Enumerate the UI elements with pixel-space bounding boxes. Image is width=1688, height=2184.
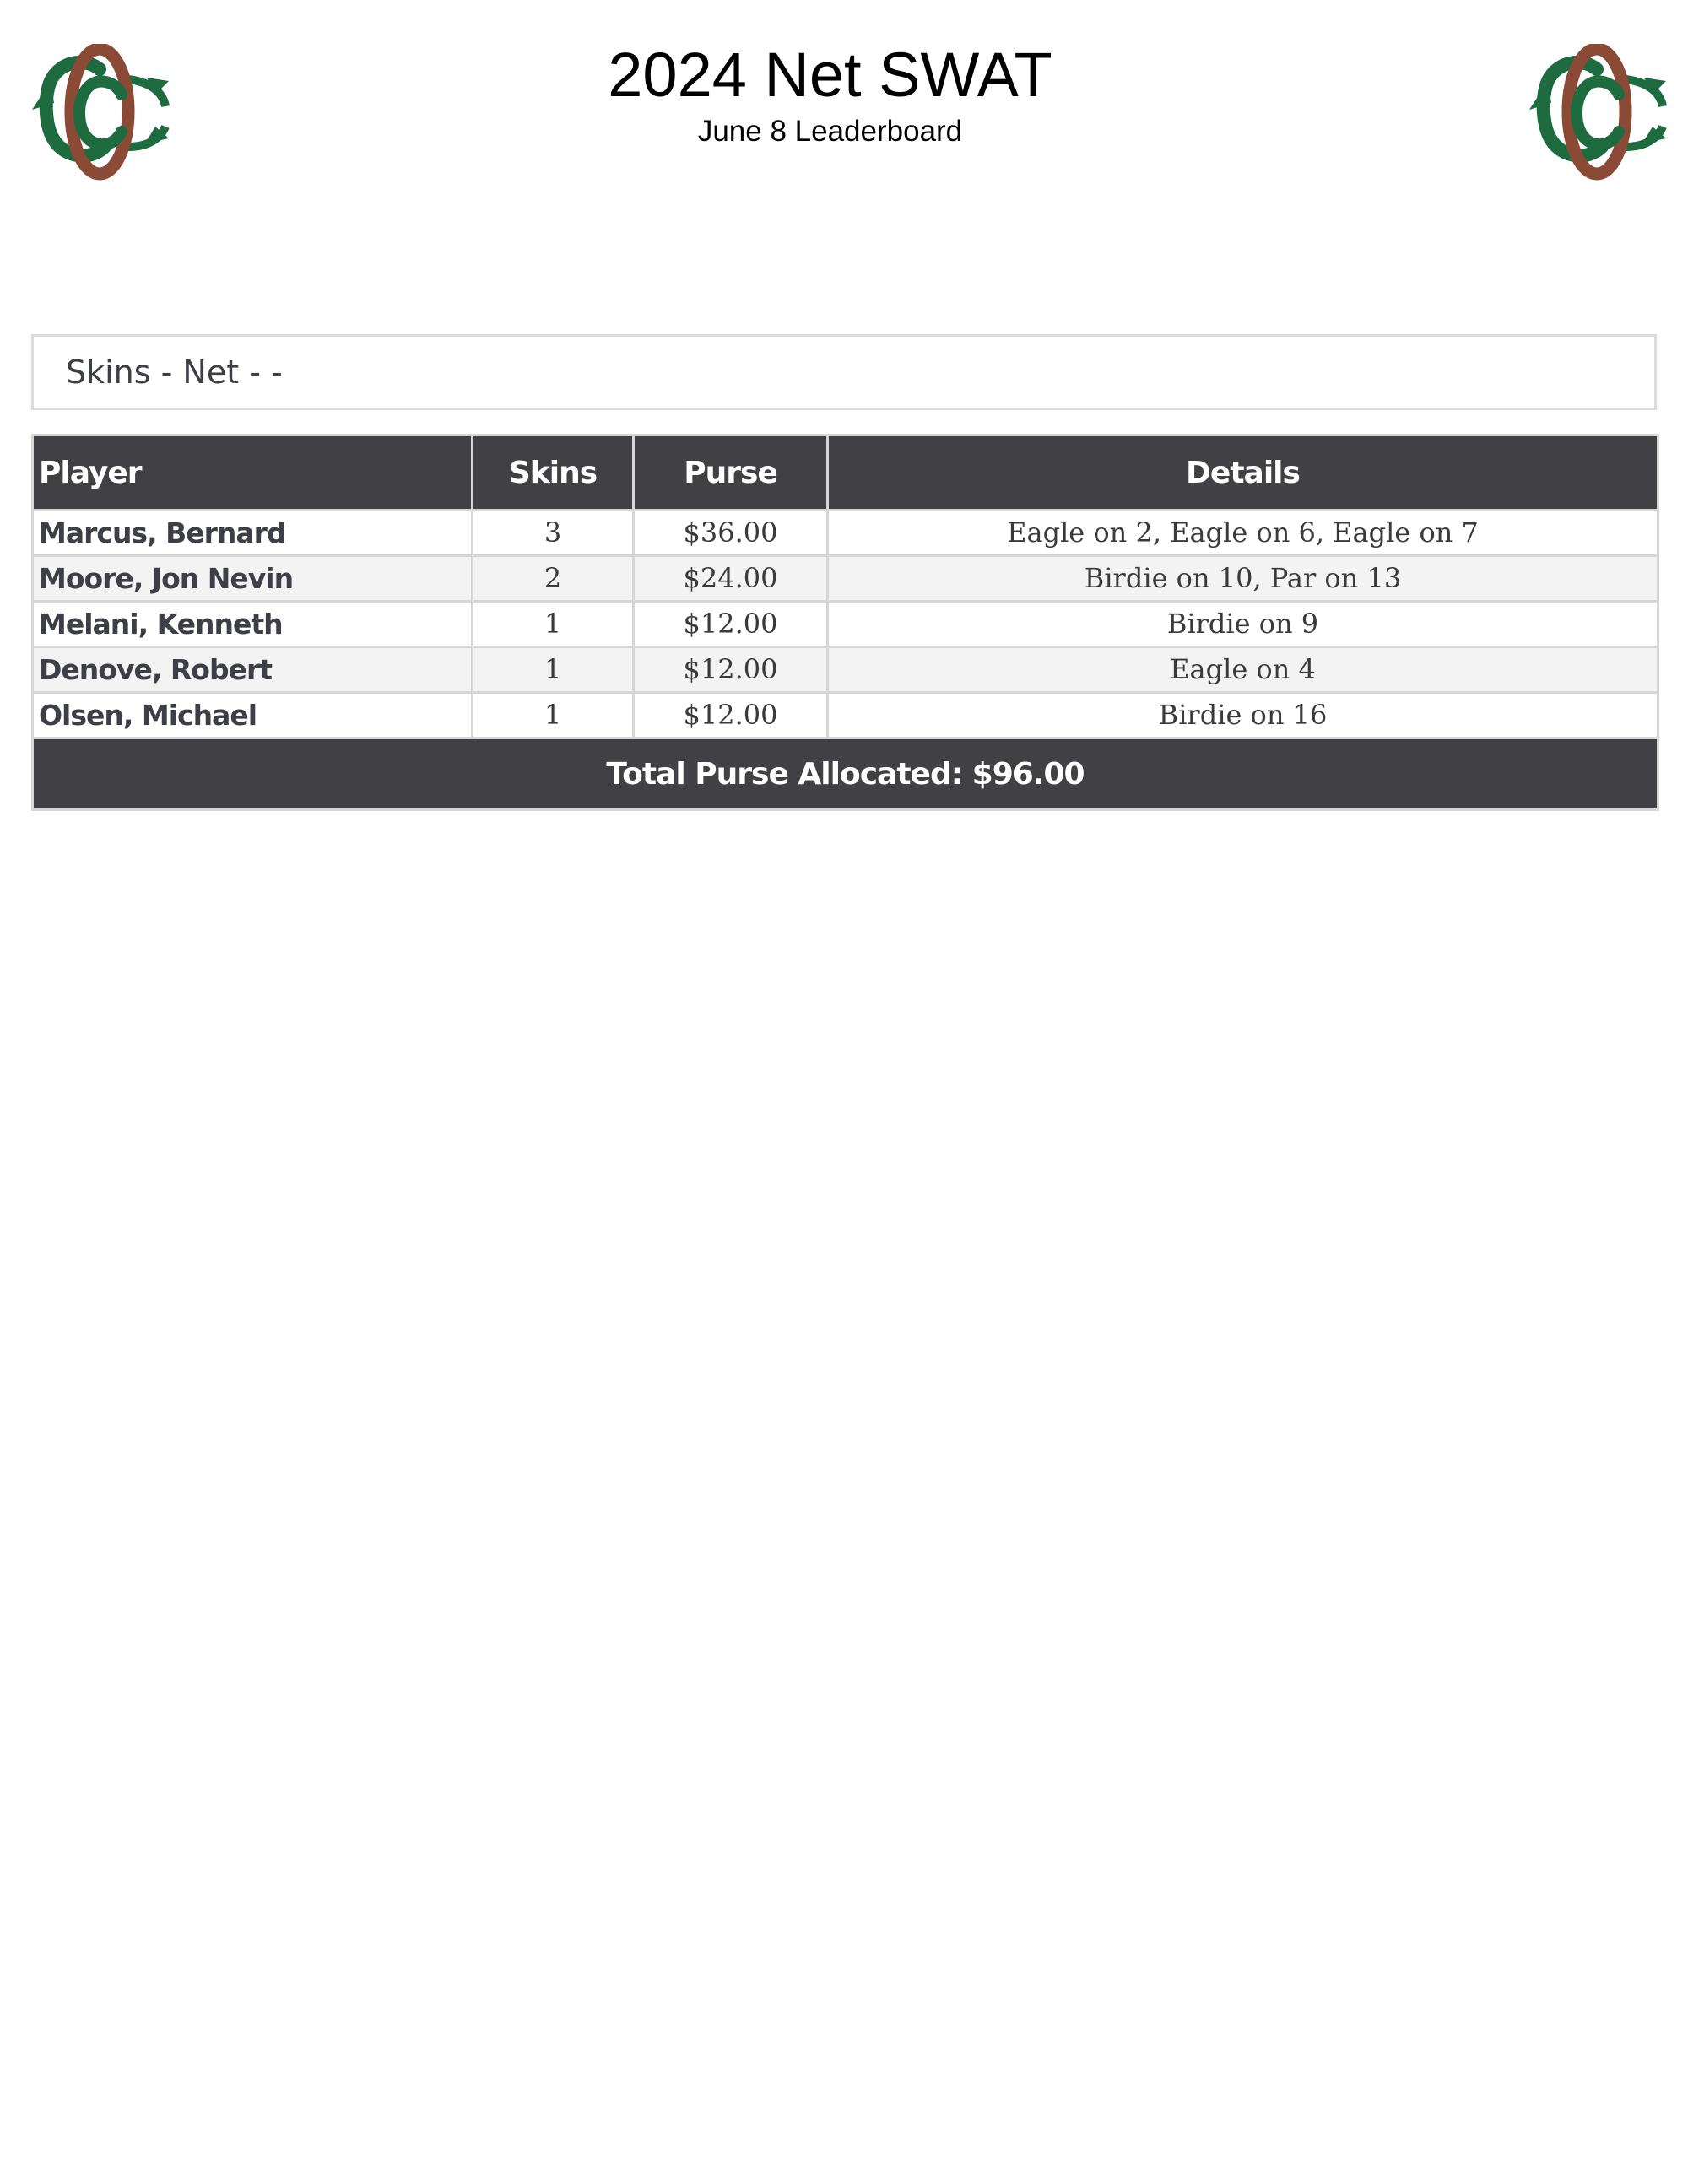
- player-name: Denove, Robert: [33, 647, 473, 693]
- club-logo-left: [29, 44, 170, 181]
- table-row: [33, 647, 1658, 693]
- purse-amount: $24.00: [634, 556, 828, 602]
- skin-details: Eagle on 2, Eagle on 6, Eagle on 7: [828, 511, 1658, 556]
- page-subtitle: June 8 Leaderboard: [697, 115, 963, 148]
- purse-amount: $12.00: [634, 693, 828, 738]
- skins-table-container: [31, 434, 1657, 811]
- skins-count: 1: [473, 693, 634, 738]
- player-name: Marcus, Bernard: [33, 511, 473, 556]
- occ-monogram-icon: [1526, 44, 1668, 181]
- column-header-player: Player: [33, 435, 473, 511]
- purse-amount: $12.00: [634, 647, 828, 693]
- table-row: [33, 602, 1658, 647]
- skins-count: 3: [473, 511, 634, 556]
- purse-amount: $36.00: [634, 511, 828, 556]
- purse-amount: $12.00: [634, 602, 828, 647]
- skin-details: Eagle on 4: [828, 647, 1658, 693]
- player-name: Olsen, Michael: [33, 693, 473, 738]
- skins-count: 2: [473, 556, 634, 602]
- skin-details: Birdie on 10, Par on 13: [828, 556, 1658, 602]
- total-purse: Total Purse Allocated: $96.00: [33, 738, 1658, 810]
- skins-table: [31, 434, 1659, 811]
- table-row: [33, 511, 1658, 556]
- skin-details: Birdie on 16: [828, 693, 1658, 738]
- table-row: [33, 693, 1658, 738]
- column-header-skins: Skins: [473, 435, 634, 511]
- table-footer-row: [33, 738, 1658, 810]
- column-header-details: Details: [828, 435, 1658, 511]
- page-title: 2024 Net SWAT: [608, 40, 1052, 110]
- section-title: Skins - Net - -: [66, 354, 283, 391]
- skin-details: Birdie on 9: [828, 602, 1658, 647]
- table-row: [33, 556, 1658, 602]
- column-header-purse: Purse: [634, 435, 828, 511]
- page-header: [422, 37, 1238, 150]
- table-header-row: [33, 435, 1658, 511]
- section-header: [31, 334, 1657, 410]
- occ-monogram-icon: [29, 44, 170, 181]
- player-name: Moore, Jon Nevin: [33, 556, 473, 602]
- skins-count: 1: [473, 647, 634, 693]
- skins-count: 1: [473, 602, 634, 647]
- club-logo-right: [1526, 44, 1668, 181]
- player-name: Melani, Kenneth: [33, 602, 473, 647]
